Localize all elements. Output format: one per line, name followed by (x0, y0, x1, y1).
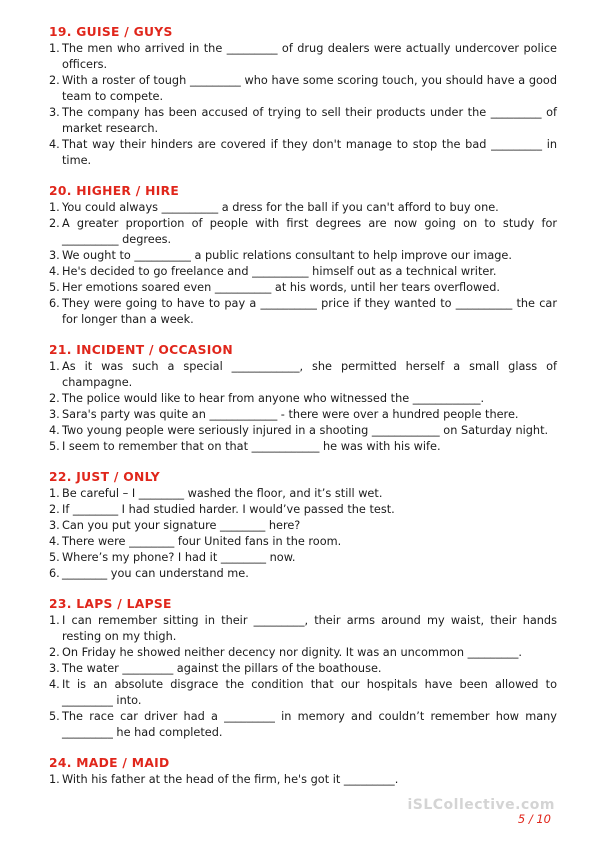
question-number: 3. (49, 106, 60, 119)
question-list (49, 772, 557, 788)
question-text: ________ you can understand me. (62, 567, 249, 580)
question-item (49, 613, 561, 645)
question-item (49, 391, 557, 407)
question-number: 2. (49, 217, 60, 230)
question-number: 1. (49, 487, 60, 500)
exercise-section (49, 596, 561, 741)
question-text: The race car driver had a _________ in memory and couldn’t remember how many _________ he had completed. (62, 710, 561, 739)
question-item (49, 566, 557, 582)
question-number: 4. (49, 424, 60, 437)
question-item (49, 645, 557, 661)
question-number: 3. (49, 408, 60, 421)
question-item (49, 709, 561, 741)
section-title: 21. INCIDENT / OCCASION (49, 343, 233, 357)
question-item (49, 359, 561, 391)
question-text: The company has been accused of trying to sell their products under the _________ of market research. (62, 106, 561, 135)
question-text: It is an absolute disgrace the condition that our hospitals have been allowed to _________ into. (62, 678, 561, 707)
question-list (49, 359, 561, 455)
question-list (49, 41, 561, 169)
question-number: 2. (49, 503, 60, 516)
question-text: I can remember sitting in their _________, their arms around my waist, their hands resting on my thigh. (62, 614, 561, 643)
question-item (49, 264, 557, 280)
question-text: The police would like to hear from anyone who witnessed the ____________. (62, 392, 485, 405)
question-item (49, 41, 561, 73)
question-text: He's decided to go freelance and __________ himself out as a technical writer. (62, 265, 497, 278)
question-text: Sara's party was quite an ____________ - there were over a hundred people there. (62, 408, 519, 421)
question-number: 3. (49, 519, 60, 532)
question-text: The men who arrived in the _________ of drug dealers were actually undercover police officers. (62, 42, 561, 71)
question-number: 1. (49, 360, 60, 373)
exercise-section (49, 469, 557, 582)
question-text: Be careful – I ________ washed the floor, and it’s still wet. (62, 487, 383, 500)
exercise-section (49, 183, 561, 328)
question-number: 3. (49, 249, 60, 262)
question-item (49, 772, 557, 788)
question-item (49, 200, 557, 216)
question-text: That way their hinders are covered if they don't manage to stop the bad _________ in time. (62, 138, 561, 167)
question-text: Two young people were seriously injured in a shooting ____________ on Saturday night. (62, 424, 549, 437)
question-text: Her emotions soared even __________ at his words, until her tears overflowed. (62, 281, 501, 294)
question-text: The water _________ against the pillars of the boathouse. (62, 662, 382, 675)
question-text: They were going to have to pay a __________ price if they wanted to __________ the car for longer than a week. (62, 297, 561, 326)
question-item (49, 423, 557, 439)
question-text: I seem to remember that on that ____________ he was with his wife. (62, 440, 441, 453)
question-item (49, 73, 561, 105)
question-text: As it was such a special ____________, she permitted herself a small glass of champagne. (62, 360, 561, 389)
question-number: 2. (49, 392, 60, 405)
question-text: You could always __________ a dress for the ball if you can't afford to buy one. (62, 201, 499, 214)
question-number: 5. (49, 440, 60, 453)
question-number: 5. (49, 281, 60, 294)
question-item (49, 486, 557, 502)
page-number: 5 / 10 (517, 812, 551, 826)
question-item (49, 502, 557, 518)
question-number: 4. (49, 535, 60, 548)
question-number: 4. (49, 265, 60, 278)
question-text: There were ________ four United fans in the room. (62, 535, 342, 548)
section-title: 19. GUISE / GUYS (49, 25, 173, 39)
question-item (49, 280, 557, 296)
question-list (49, 200, 561, 328)
question-number: 1. (49, 201, 60, 214)
question-item (49, 248, 557, 264)
section-title: 20. HIGHER / HIRE (49, 184, 180, 198)
question-item (49, 677, 561, 709)
question-item (49, 105, 561, 137)
exercise-section (49, 755, 557, 788)
question-number: 4. (49, 678, 60, 691)
question-list (49, 486, 557, 582)
question-number: 1. (49, 42, 60, 55)
question-number: 1. (49, 614, 60, 627)
question-item (49, 661, 557, 677)
question-text: On Friday he showed neither decency nor dignity. It was an uncommon _________. (62, 646, 523, 659)
question-list (49, 613, 561, 741)
question-number: 6. (49, 297, 60, 310)
question-text: We ought to __________ a public relations consultant to help improve our image. (62, 249, 512, 262)
question-number: 6. (49, 567, 60, 580)
section-title: 22. JUST / ONLY (49, 470, 160, 484)
question-number: 5. (49, 551, 60, 564)
question-number: 3. (49, 662, 60, 675)
question-item (49, 534, 557, 550)
question-number: 2. (49, 646, 60, 659)
section-title: 23. LAPS / LAPSE (49, 597, 172, 611)
question-text: Where’s my phone? I had it ________ now. (62, 551, 296, 564)
watermark-logo: iSLCollective.com (407, 797, 555, 813)
exercise-section (49, 342, 561, 455)
exercise-section (49, 24, 561, 169)
question-item (49, 407, 557, 423)
question-item (49, 439, 557, 455)
question-number: 1. (49, 773, 60, 786)
question-text: Can you put your signature ________ here? (62, 519, 301, 532)
question-text: A greater proportion of people with first degrees are now going on to study for __________ degrees. (62, 217, 561, 246)
question-item (49, 550, 557, 566)
exercise-sections (49, 24, 561, 802)
question-text: With his father at the head of the firm, he's got it _________. (62, 773, 399, 786)
question-text: If ________ I had studied harder. I would’ve passed the test. (62, 503, 395, 516)
section-title: 24. MADE / MAID (49, 756, 170, 770)
question-number: 2. (49, 74, 60, 87)
question-number: 4. (49, 138, 60, 151)
question-item (49, 216, 561, 248)
question-item (49, 296, 561, 328)
question-item (49, 137, 561, 169)
question-item (49, 518, 557, 534)
question-number: 5. (49, 710, 60, 723)
question-text: With a roster of tough _________ who have some scoring touch, you should have a good team to compete. (62, 74, 561, 103)
